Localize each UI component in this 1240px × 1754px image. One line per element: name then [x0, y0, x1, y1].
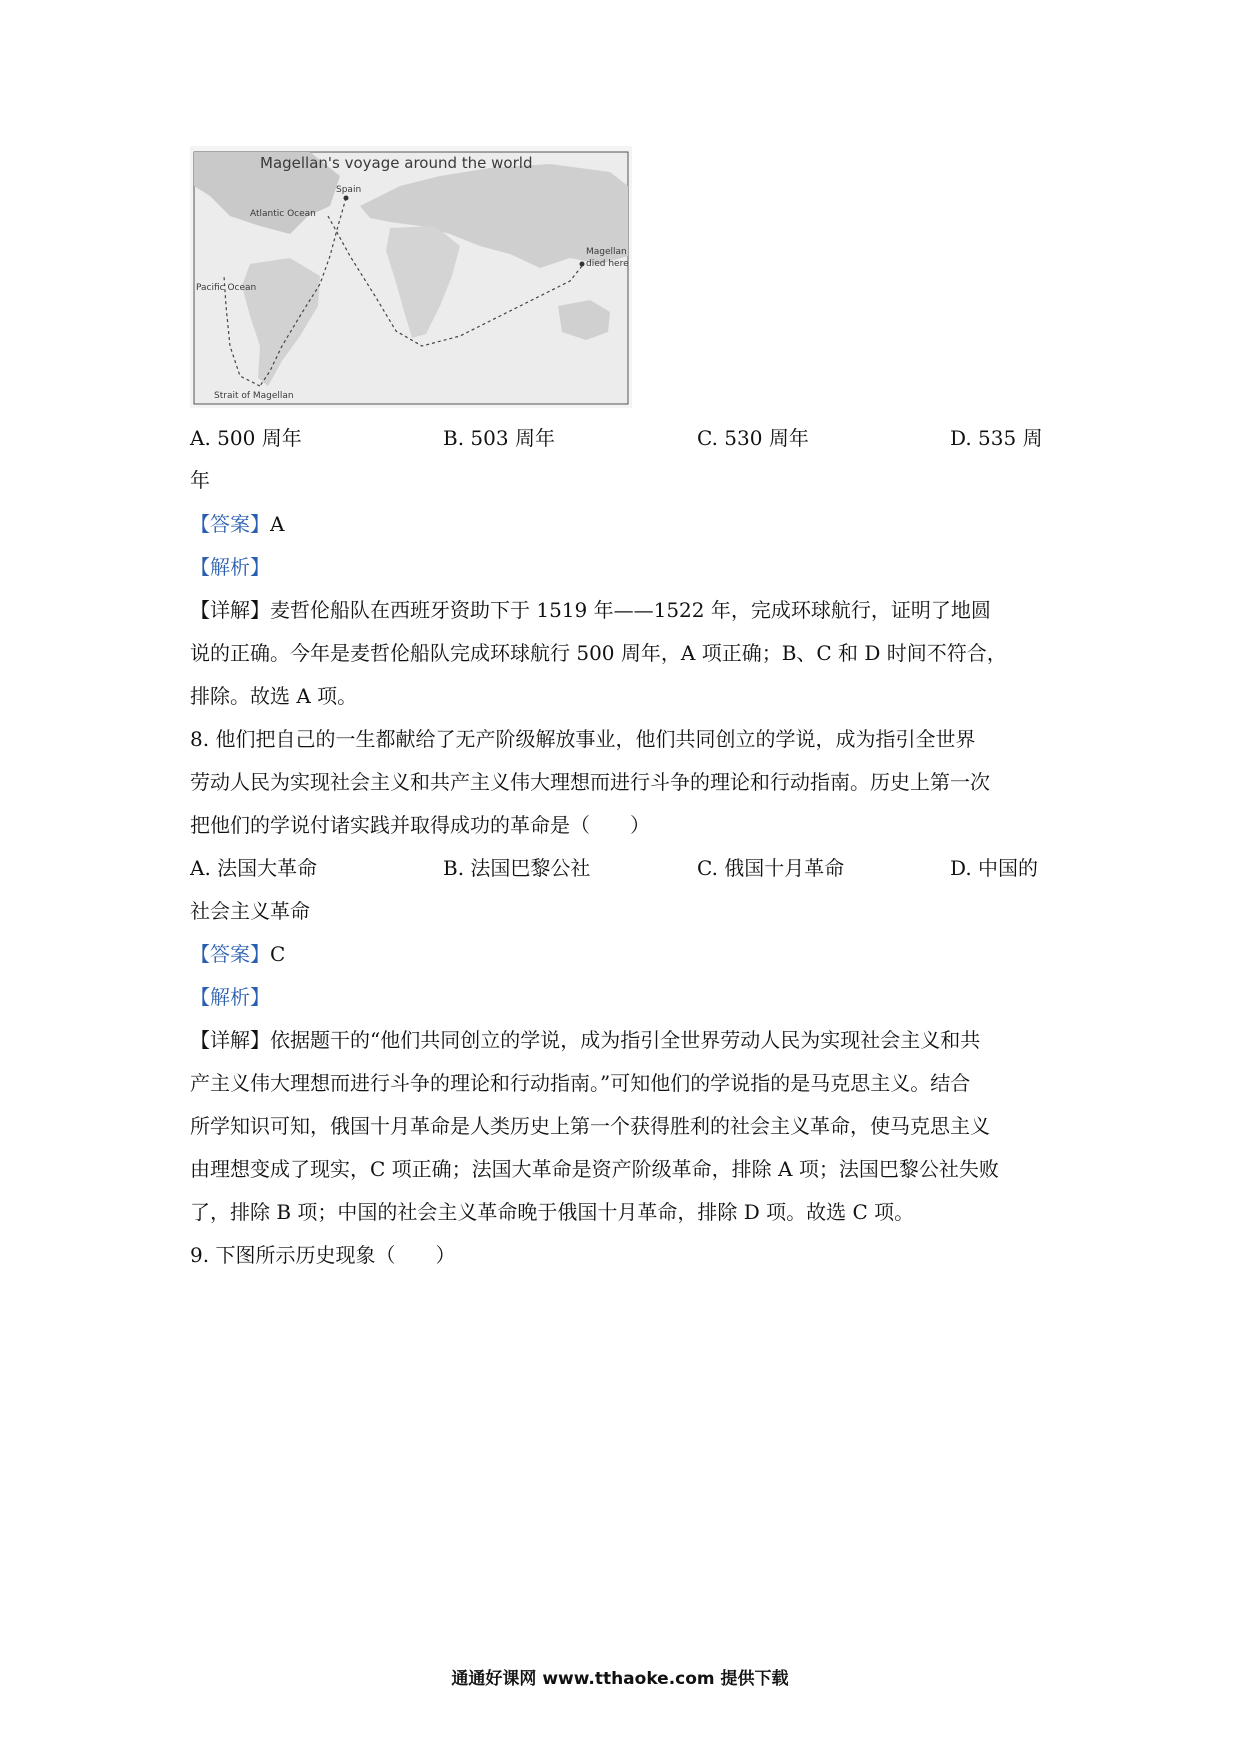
q8-option-wrap: 社会主义革命: [190, 899, 310, 923]
detail-tag: 【详解】: [190, 1028, 270, 1052]
q7-detail-line-1: [190, 598, 1060, 622]
answer-tag: 【答案】: [190, 942, 270, 966]
q8-option-c: C. 俄国十月革命: [697, 856, 845, 880]
q7-option-c: C. 530 周年: [697, 426, 809, 450]
q8-detail-line-5: 了，排除 B 项；中国的社会主义革命晚于俄国十月革命，排除 D 项。故选 C 项。: [190, 1200, 915, 1224]
q8-detail-text-1: 依据题干的“他们共同创立的学说，成为指引全世界劳动人民为实现社会主义和共: [270, 1028, 981, 1052]
q8-option-a: A. 法国大革命: [190, 856, 318, 880]
page-footer: 通通好课网 www.tthaoke.com 提供下载: [451, 1669, 789, 1689]
q8-option-b: B. 法国巴黎公社: [443, 856, 591, 880]
q8-analysis-line: [190, 985, 1060, 1009]
map-label-strait: Strait of Magellan: [214, 391, 294, 401]
map-label-died-1: Magellan: [586, 247, 627, 257]
detail-tag: 【详解】: [190, 598, 270, 622]
q8-option-d: D. 中国的: [950, 856, 1039, 880]
q7-detail-line-3: 排除。故选 A 项。: [190, 684, 358, 708]
q8-answer-line: [190, 942, 1060, 966]
q8-detail-line-3: 所学知识可知，俄国十月革命是人类历史上第一个获得胜利的社会主义革命，使马克思主义: [190, 1114, 990, 1138]
map-title: Magellan's voyage around the world: [260, 154, 533, 172]
analysis-tag: 【解析】: [190, 985, 270, 1009]
map-label-died-2: died here: [586, 259, 629, 269]
q8-stem-line-2: 劳动人民为实现社会主义和共产主义伟大理想而进行斗争的理论和行动指南。历史上第一次: [190, 770, 990, 794]
map-label-pacific: Pacific Ocean: [196, 283, 257, 293]
magellan-voyage-map: [190, 146, 632, 408]
q7-option-b: B. 503 周年: [443, 426, 555, 450]
q8-answer: C: [270, 942, 286, 966]
map-label-atlantic: Atlantic Ocean: [250, 209, 316, 219]
q7-detail-text-1: 麦哲伦船队在西班牙资助下于 1519 年——1522 年，完成环球航行，证明了地圆: [270, 598, 991, 622]
q7-option-d: D. 535 周: [950, 426, 1043, 450]
q8-detail-line-1: [190, 1028, 1060, 1052]
q7-option-wrap: 年: [190, 468, 210, 492]
q7-analysis-line: [190, 555, 1060, 579]
q7-answer-line: [190, 512, 1060, 536]
q8-detail-line-4: 由理想变成了现实，C 项正确；法国大革命是资产阶级革命，排除 A 项；法国巴黎公社失败: [190, 1157, 999, 1181]
q7-option-a: A. 500 周年: [190, 426, 302, 450]
q8-detail-line-2: 产主义伟大理想而进行斗争的理论和行动指南。”可知他们的学说指的是马克思主义。结合: [190, 1071, 971, 1095]
q8-stem-line-1: 8. 他们把自己的一生都献给了无产阶级解放事业，他们共同创立的学说，成为指引全世界: [190, 727, 976, 751]
map-label-spain: Spain: [336, 185, 362, 195]
answer-tag: 【答案】: [190, 512, 270, 536]
q9-stem: 9. 下图所示历史现象（ ）: [190, 1243, 456, 1267]
q7-answer: A: [270, 512, 285, 536]
map-graphic: [190, 146, 632, 408]
q8-stem-line-3: 把他们的学说付诸实践并取得成功的革命是（ ）: [190, 813, 650, 837]
q7-detail-line-2: 说的正确。今年是麦哲伦船队完成环球航行 500 周年，A 项正确；B、C 和 D 时间不符合，: [190, 641, 1007, 665]
analysis-tag: 【解析】: [190, 555, 270, 579]
